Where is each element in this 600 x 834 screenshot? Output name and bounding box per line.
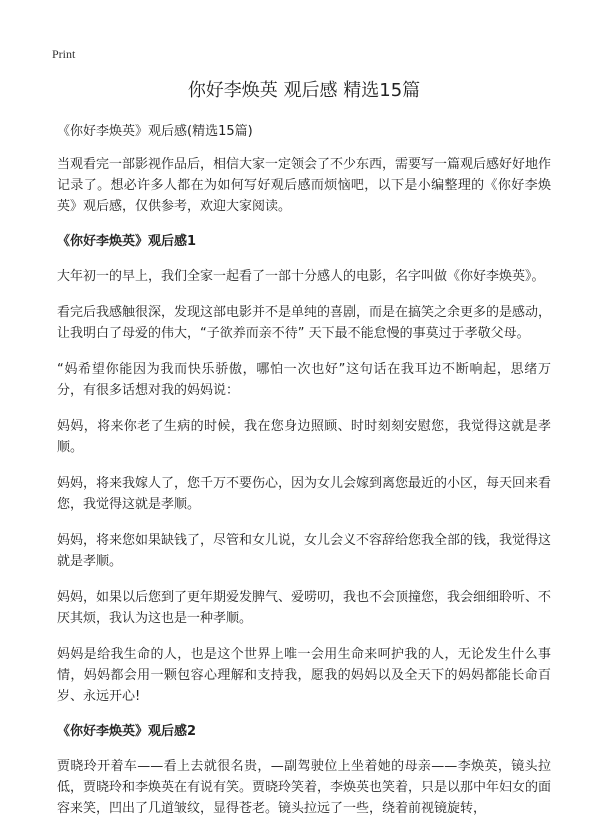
paragraph: 妈妈是给我生命的人，也是这个世界上唯一会用生命来呵护我的人，无论发生什么事情，妈妈都会用一颗包容心理解和支持我，愿我的妈妈以及全天下的妈妈都能长命百岁、永远开心! [57, 647, 551, 704]
article-subtitle: 《你好李焕英》观后感(精选15篇) [57, 124, 253, 139]
paragraph: 大年初一的早上，我们全家一起看了一部十分感人的电影，名字叫做《你好李焕英》。 [57, 269, 545, 284]
section-1 [57, 232, 551, 707]
document-body [57, 78, 551, 834]
paragraph: 妈妈，将来你老了生病的时候，我在您身边照顾、时时刻刻安慰您，我觉得这就是孝顺。 [57, 419, 551, 455]
paragraph: “妈希望你能因为我而快乐骄傲，哪怕一次也好”这句话在我耳边不断响起，思绪万分，有很多话想对我的妈妈说： [57, 362, 551, 398]
section-heading: 《你好李焕英》观后感2 [57, 724, 197, 739]
page-title: 你好李焕英 观后感 精选15篇 [187, 80, 421, 101]
paragraph: 看完后我感触很深，发现这部电影并不是单纯的喜剧，而是在搞笑之余更多的是感动，让我明白了母爱的伟大，“子欲养而亲不待” 天下最不能怠慢的事莫过于孝敬父母。 [57, 305, 552, 341]
paragraph: 贾晓玲开着车——看上去就很名贵，—副驾驶位上坐着她的母亲——李焕英，镜头拉低，贾晓玲和李焕英在有说有笑。贾晓玲笑着，李焕英也笑着，只是以那中年妇女的面容来笑，凹出了几道皱纹，显得苍老。镜头拉远了一些，绕着前视镜旋转， [57, 759, 552, 816]
intro-paragraph: 当观看完一部影视作品后，相信大家一定领会了不少东西，需要写一篇观后感好好地作记录了。想必许多人都在为如何写好观后感而烦恼吧，以下是小编整理的《你好李焕英》观后感，仅供参考，欢迎大家阅读。 [57, 157, 552, 214]
section-heading: 《你好李焕英》观后感1 [57, 234, 197, 249]
paragraph: 妈妈，如果以后您到了更年期爱发脾气、爱唠叨，我也不会顶撞您，我会细细聆听、不厌其烦，我认为这也是一种孝顺。 [57, 590, 552, 626]
print-link[interactable]: Print [52, 47, 76, 61]
paragraph: 妈妈，将来您如果缺钱了，尽管和女儿说，女儿会义不容辞给您我全部的钱，我觉得这就是孝顺。 [57, 533, 552, 569]
section-2 [57, 722, 551, 819]
paragraph: 妈妈，将来我嫁人了，您千万不要伤心，因为女儿会嫁到离您最近的小区，每天回来看您，我觉得这就是孝顺。 [57, 476, 552, 512]
